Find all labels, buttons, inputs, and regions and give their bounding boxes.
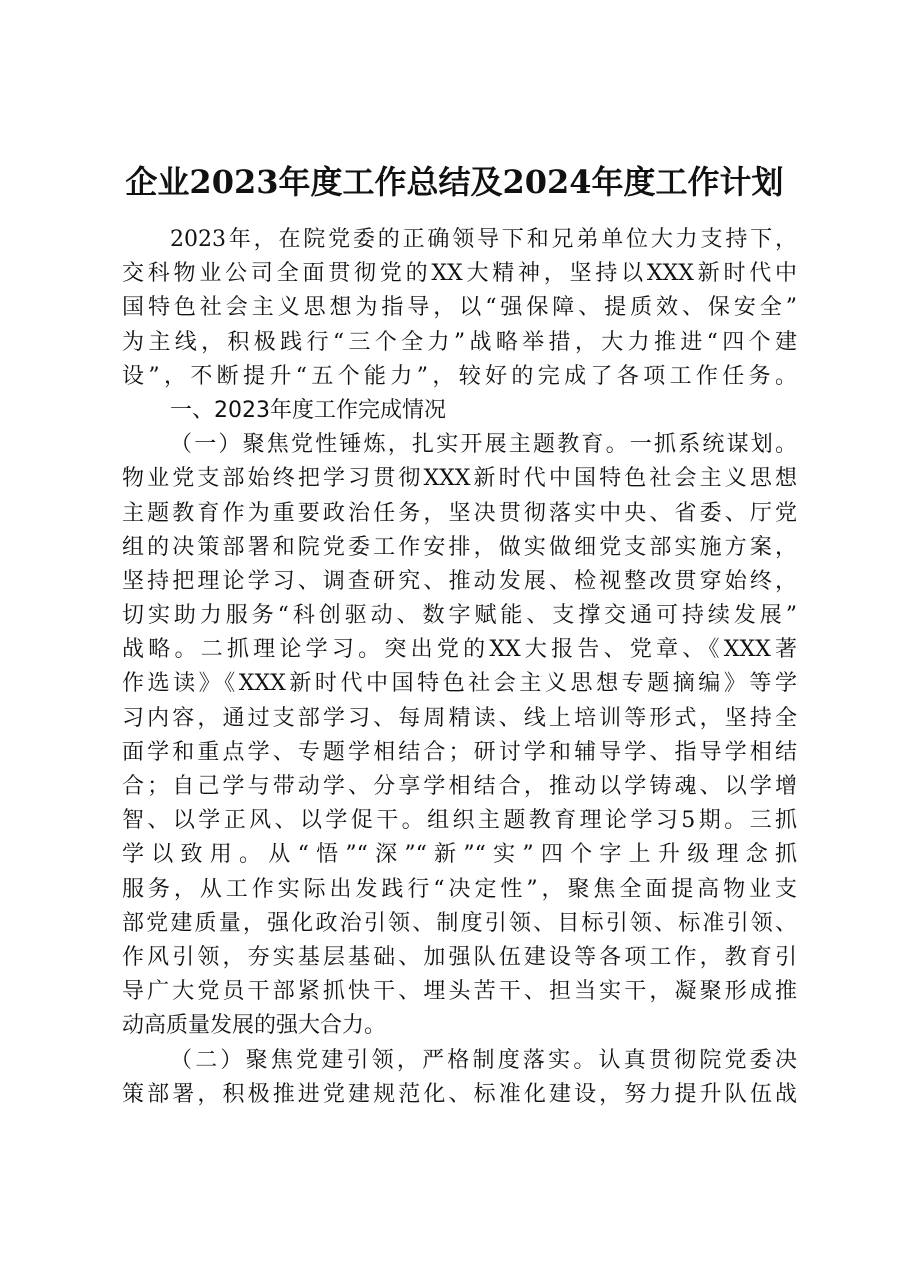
section-heading-1: 一、2023年度工作完成情况 [170, 397, 446, 423]
paragraph-2-line-18: 动高质量发展的强大合力。 [122, 1013, 387, 1039]
paragraph-2-line-16: 作风引领，夯实基层基础、加强队伍建设等各项工作，教育引 [122, 944, 797, 970]
paragraph-2-line-9: 习内容，通过支部学习、每周精读、线上培训等形式，坚持全 [122, 705, 797, 731]
document-title: 企业2023年度工作总结及2024年度工作计划 [125, 163, 784, 201]
paragraph-2-line-7: 战略。二抓理论学习。突出党的XX大报告、党章、《XXX著 [122, 637, 797, 663]
paragraph-1-line-5: 设”，不断提升“五个能力”，较好的完成了各项工作任务。 [122, 363, 797, 389]
paragraph-2-line-14: 服务，从工作实际出发践行“决定性”，聚焦全面提高物业支 [122, 876, 797, 902]
paragraph-3-line-2: 策部署，积极推进党建规范化、标准化建设，努力提升队伍战 [122, 1081, 797, 1107]
paragraph-2-line-12: 智、以学正风、以学促干。组织主题教育理论学习5期。三抓 [122, 808, 797, 834]
paragraph-2-line-15: 部党建质量，强化政治引领、制度引领、目标引领、标准引领、 [122, 910, 797, 936]
paragraph-2-line-10: 面学和重点学、专题学相结合；研讨学和辅导学、指导学相结 [122, 739, 797, 765]
paragraph-1-line-2: 交科物业公司全面贯彻党的XX大精神，坚持以XXX新时代中 [122, 261, 797, 287]
paragraph-2-line-3: 主题教育作为重要政治任务，坚决贯彻落实中央、省委、厅党 [122, 500, 797, 526]
paragraph-2-line-11: 合；自己学与带动学、分享学相结合，推动以学铸魂、以学增 [122, 774, 797, 799]
paragraph-2-line-2: 物业党支部始终把学习贯彻XXX新时代中国特色社会主义思想 [122, 466, 797, 492]
paragraph-2-line-8: 作选读》《XXX新时代中国特色社会主义思想专题摘编》等学 [122, 671, 797, 697]
paragraph-2-line-1: （一）聚焦党性锤炼，扎实开展主题教育。一抓系统谋划。 [170, 432, 797, 458]
paragraph-1-line-1: 2023年，在院党委的正确领导下和兄弟单位大力支持下， [170, 227, 797, 252]
paragraph-1-line-4: 为主线，积极践行“三个全力”战略举措，大力推进“四个建 [122, 329, 797, 355]
paragraph-2-line-4: 组的决策部署和院党委工作安排，做实做细党支部实施方案， [122, 534, 797, 560]
paragraph-2-line-17: 导广大党员干部紧抓快干、埋头苦干、担当实干，凝聚形成推 [122, 979, 797, 1005]
paragraph-2-line-5: 坚持把理论学习、调查研究、推动发展、检视整改贯穿始终， [122, 568, 797, 594]
paragraph-2-line-6: 切实助力服务“科创驱动、数字赋能、支撑交通可持续发展” [122, 603, 797, 629]
paragraph-2-line-13: 学以致用。从“悟”“深”“新”“实”四个字上升级理念抓 [122, 842, 797, 868]
paragraph-3-line-1: （二）聚焦党建引领，严格制度落实。认真贯彻院党委决 [170, 1047, 797, 1073]
paragraph-1-line-3: 国特色社会主义思想为指导，以“强保障、提质效、保安全” [122, 295, 797, 321]
document-body [122, 223, 797, 1112]
